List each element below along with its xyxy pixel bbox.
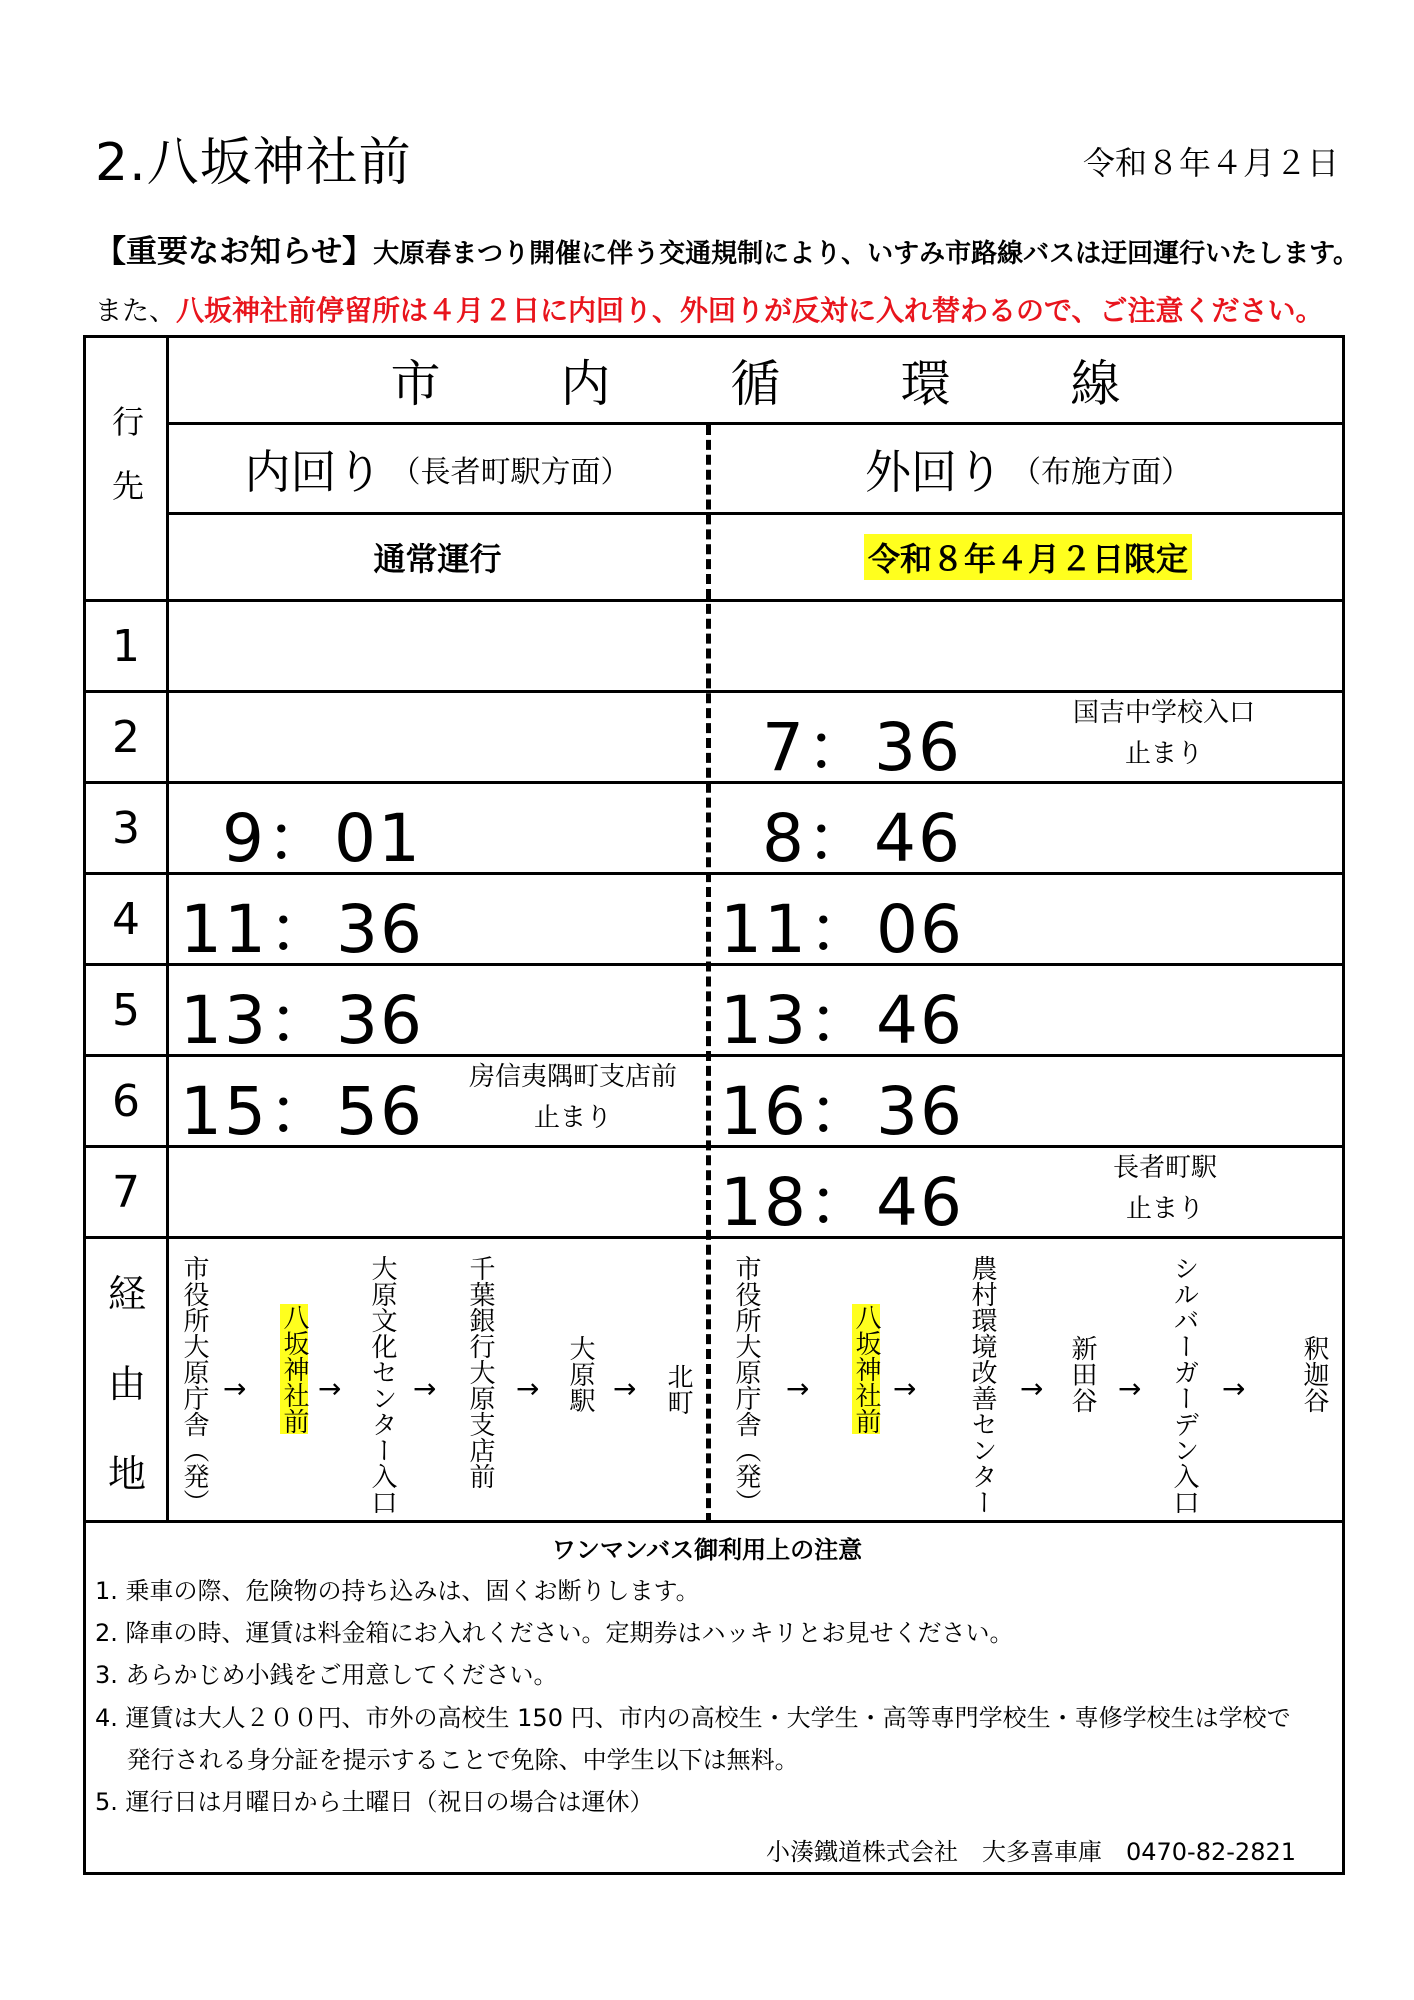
notice-prefix: また、 <box>95 296 176 327</box>
route-arrow: → <box>893 1372 917 1405</box>
route-stop: 市役所大原庁舎（発） <box>731 1255 761 1515</box>
inner-direction-name: 内回り <box>244 444 383 499</box>
route-arrow: → <box>1020 1372 1044 1405</box>
row-number: 7 <box>112 1166 140 1218</box>
inner-departure-time: 13：36 <box>180 982 424 1059</box>
outer-terminus-note: 長者町駅 止まり <box>1112 1153 1217 1224</box>
caution-item: 4. 運賃は大人２００円、市外の高校生 150 円、市内の高校生・大学生・高等専門学校生・専修学校生は学校で <box>95 1704 1291 1732</box>
outer-departure-time: 11：06 <box>720 891 964 968</box>
outer-departure-time: 16：36 <box>720 1073 964 1150</box>
row-number: 1 <box>112 620 140 672</box>
outer-departure-time: 8：46 <box>762 800 962 877</box>
route-stop: 大原駅 <box>565 1335 595 1413</box>
route-stop: 新田谷 <box>1067 1335 1097 1413</box>
hline <box>83 599 1345 602</box>
notice-line-1 <box>95 226 1359 271</box>
outer-departure-time: 13：46 <box>720 982 964 1059</box>
hline <box>83 781 1345 784</box>
outer-departure-time: 7：36 <box>762 709 962 786</box>
row-number: 5 <box>112 984 140 1036</box>
caution-item: 2. 降車の時、運賃は料金箱にお入れください。定期券はハッキリとお見せください。 <box>95 1619 1014 1647</box>
route-arrow: → <box>786 1372 810 1405</box>
notice-text: 大原春まつり開催に伴う交通規制により、いすみ市路線バスは迂回運行いたします。 <box>373 239 1359 269</box>
outer-direction-name: 外回り <box>865 444 1003 499</box>
route-arrow: → <box>1222 1372 1246 1405</box>
inner-terminus-note: 房信夷隅町支店前 止まり <box>468 1062 677 1133</box>
route-stop: 市役所大原庁舎（発） <box>179 1255 209 1515</box>
inner-departure-time: 11：36 <box>180 891 424 968</box>
caution-item: 1. 乗車の際、危険物の持ち込みは、固くお断りします。 <box>95 1577 700 1605</box>
outer-direction-sub: （布施方面） <box>1011 454 1191 490</box>
inner-direction-sub: （長者町駅方面） <box>390 454 631 490</box>
route-stop: 農村環境改善センター <box>967 1255 997 1515</box>
inner-departure-time: 15：56 <box>180 1073 424 1150</box>
outer-mode: 令和８年４月２日限定 <box>864 534 1192 580</box>
route-arrow: → <box>318 1372 342 1405</box>
outer-mode-cell <box>711 515 1345 599</box>
inner-departure-time: 9：01 <box>222 800 422 877</box>
route-stop-highlight: 八坂神社前 <box>279 1304 309 1434</box>
route-stop: 千葉銀行大原支店前 <box>465 1255 495 1489</box>
cautions-title: ワンマンバス御利用上の注意 <box>551 1536 863 1564</box>
route-stop: 大原文化センター入口 <box>367 1255 397 1515</box>
row-number: 3 <box>112 802 140 854</box>
route-arrow: → <box>516 1372 540 1405</box>
route-arrow: → <box>413 1372 437 1405</box>
route-stop: 釈迦谷 <box>1299 1335 1329 1413</box>
outer-direction-header <box>711 425 1345 512</box>
row-number: 2 <box>112 711 140 763</box>
notice-red-text: 八坂神社前停留所は４月２日に内回り、外回りが反対に入れ替わるので、ご注意ください。 <box>176 294 1324 327</box>
notice-line-2 <box>95 289 1323 329</box>
issue-date: 令和８年４月２日 <box>1082 144 1339 182</box>
via-label-char: 由 <box>107 1361 146 1406</box>
via-label-char: 地 <box>107 1451 146 1496</box>
caution-item: 発行される身分証を提示することで免除、中学生以下は無料。 <box>95 1746 799 1774</box>
destination-label: 行先 <box>107 404 145 533</box>
inner-direction-header <box>169 425 706 512</box>
row-number: 4 <box>112 893 140 945</box>
caution-item: 5. 運行日は月曜日から土曜日（祝日の場合は運休） <box>95 1788 654 1816</box>
line-name: 市内循環線 <box>390 355 1241 413</box>
route-arrow: → <box>223 1372 247 1405</box>
operator-contact: 小湊鐵道株式会社 大多喜車庫 0470-82-2821 <box>765 1838 1296 1866</box>
hline <box>83 1236 1345 1239</box>
route-stop: シルバーガーデン入口 <box>1169 1255 1199 1515</box>
route-arrow: → <box>1118 1372 1142 1405</box>
inner-mode: 通常運行 <box>373 540 502 578</box>
notice-label: 【重要なお知らせ】 <box>95 234 374 270</box>
row-number: 6 <box>112 1075 140 1127</box>
inner-mode-cell <box>169 515 706 599</box>
page-title: 2.八坂神社前 <box>95 133 412 193</box>
hline <box>83 1520 1345 1523</box>
route-stop-highlight: 八坂神社前 <box>851 1304 881 1434</box>
outer-departure-time: 18：46 <box>720 1164 964 1241</box>
route-arrow: → <box>613 1372 637 1405</box>
via-label <box>86 1245 168 1515</box>
caution-item: 3. あらかじめ小銭をご用意してください。 <box>95 1661 558 1689</box>
outer-terminus-note: 国吉中学校入口 止まり <box>1072 698 1255 769</box>
via-label-char: 経 <box>107 1271 146 1316</box>
route-stop: 北町 <box>663 1363 693 1415</box>
